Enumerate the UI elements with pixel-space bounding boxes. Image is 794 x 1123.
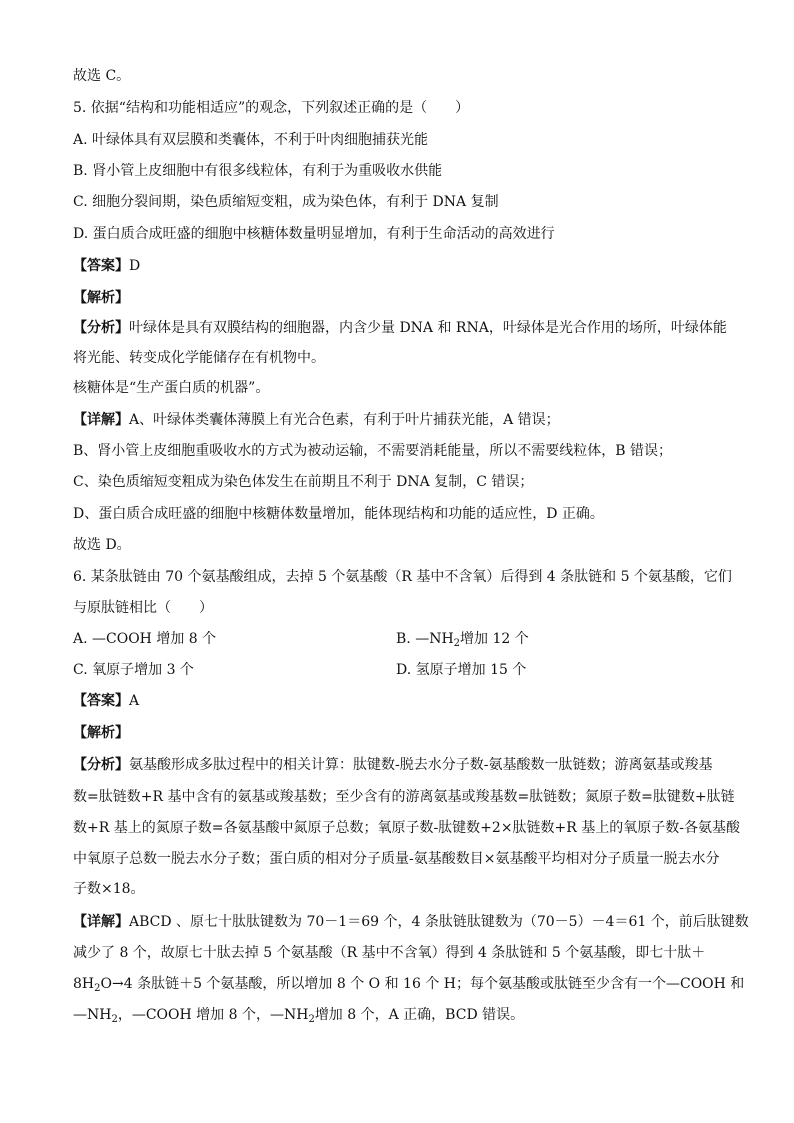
text-line: 叶绿体是具有双膜结构的细胞器，内含少量 DNA 和 RNA，叶绿体是光合作用的场所，叶绿体能 <box>129 320 727 336</box>
analysis-6-line-3: 数+R 基上的氮原子数=各氨基酸中氮原子总数；氧原子数-肽键数+2×肽链数+R 基上的氧原子数-各氨基酸 <box>73 820 741 836</box>
text-span: 增加 8 个，A 正确，BCD 错误。 <box>314 1007 525 1023</box>
answer-value: A <box>129 693 140 709</box>
question-5-option-b: B. 肾小管上皮细胞中有很多线粒体，有利于为重吸收水供能 <box>73 163 443 179</box>
analysis-label: 【解析】 <box>73 290 129 306</box>
question-5-option-a: A. 叶绿体具有双层膜和类囊体，不利于叶肉细胞捕获光能 <box>73 132 429 148</box>
question-6-stem-1: 6. 某条肽链由 70 个氨基酸组成，去掉 5 个氨基酸（R 基中不含氧）后得到 4 条肽链和 5 个氨基酸，它们 <box>73 569 732 585</box>
analysis-5-label <box>73 288 129 308</box>
xiangjie-label: 【详解】 <box>73 412 129 428</box>
detail-5-line-3: C、染色质缩短变粗成为染色体发生在前期且不利于 DNA 复制，C 错误； <box>73 474 534 490</box>
detail-6-line-2: 减少了 8 个，故原七十肽去掉 5 个氨基酸（R 基中不含氧）得到 4 条肽链和 5 个氨基酸，即七十肽＋ <box>73 945 706 961</box>
analysis-6-line-2: 数=肽链数+R 基中含有的氨基或羧基数；至少含有的游离氨基或羧基数=肽链数；氮原子数=肽键数+肽链 <box>73 789 735 805</box>
question-6-stem-2: 与原肽链相比（ ） <box>73 600 213 616</box>
question-6-option-b <box>396 629 529 649</box>
question-5-option-c: C. 细胞分裂间期，染色质缩短变粗，成为染色体，有利于 DNA 复制 <box>73 194 499 210</box>
analysis-5-line-3: 核糖体是“生产蛋白质的机器”。 <box>73 380 270 396</box>
text-span: —NH <box>73 1007 112 1023</box>
answer-label: 【答案】 <box>73 258 129 274</box>
answer-5 <box>73 256 140 276</box>
analysis-label: 【解析】 <box>73 725 129 741</box>
analysis-6-line-1 <box>73 755 712 775</box>
analysis-5-line-2: 将光能、转变成化学能储存在有机物中。 <box>73 350 325 366</box>
text-line: 氨基酸形成多肽过程中的相关计算：肽键数-脱去水分子数-氨基酸数一肽链数；游离氨基或羧基 <box>129 757 713 773</box>
question-5-option-d: D. 蛋白质合成旺盛的细胞中核糖体数量明显增加，有利于生命活动的高效进行 <box>73 226 555 242</box>
subscript: 2 <box>308 1014 315 1025</box>
answer-label: 【答案】 <box>73 693 129 709</box>
text-span: O→4 条肽链＋5 个氨基酸，所以增加 8 个 O 和 16 个 H；每个氨基酸或肽链至少含有一个—COOH 和 <box>100 976 745 992</box>
subscript: 2 <box>453 638 461 649</box>
fenxi-label: 【分析】 <box>73 757 129 773</box>
detail-6-line-3 <box>73 974 744 994</box>
question-6-option-a: A. —COOH 增加 8 个 <box>73 631 217 647</box>
analysis-5-line-1 <box>73 318 727 338</box>
subscript: 2 <box>111 1014 118 1025</box>
question-6-option-d: D. 氢原子增加 15 个 <box>396 662 527 678</box>
text-line: A、叶绿体类囊体薄膜上有光合色素，有利于叶片捕获光能，A 错误； <box>129 412 560 428</box>
text-span: 增加 12 个 <box>460 631 529 647</box>
xiangjie-label: 【详解】 <box>73 914 129 930</box>
text-line: 故选 C。 <box>73 68 131 84</box>
answer-value: D <box>129 258 141 274</box>
answer-6 <box>73 691 139 711</box>
text-span: B. —NH <box>396 631 454 647</box>
detail-6-line-1 <box>73 912 749 932</box>
detail-5-line-2: B、肾小管上皮细胞重吸收水的方式为被动运输，不需要消耗能量，所以不需要线粒体，B 错误； <box>73 443 673 459</box>
analysis-6-label <box>73 723 129 743</box>
question-5-stem: 5. 依据“结构和功能相适应”的观念，下列叙述正确的是（ ） <box>73 100 470 116</box>
detail-5-line-4: D、蛋白质合成旺盛的细胞中核糖体数量增加，能体现结构和功能的适应性，D 正确。 <box>73 506 604 522</box>
fenxi-label: 【分析】 <box>73 320 129 336</box>
subscript: 2 <box>94 983 101 994</box>
text-span: 8H <box>73 976 95 992</box>
question-6-option-c: C. 氧原子增加 3 个 <box>73 662 194 678</box>
text-line: 故选 D。 <box>73 537 131 553</box>
text-span: ，—COOH 增加 8 个，—NH <box>117 1007 309 1023</box>
text-line: ABCD 、原七十肽肽键数为 70－1＝69 个，4 条肽链肽键数为（70－5）－4＝61 个，前后肽键数 <box>129 914 749 930</box>
analysis-6-line-4: 中氧原子总数一脱去水分子数；蛋白质的相对分子质量-氨基酸数目×氨基酸平均相对分子质量一脱去水分 <box>73 851 720 867</box>
analysis-6-line-5: 子数×18。 <box>73 881 145 897</box>
detail-5-line-1 <box>73 410 560 430</box>
detail-6-line-4 <box>73 1005 524 1025</box>
